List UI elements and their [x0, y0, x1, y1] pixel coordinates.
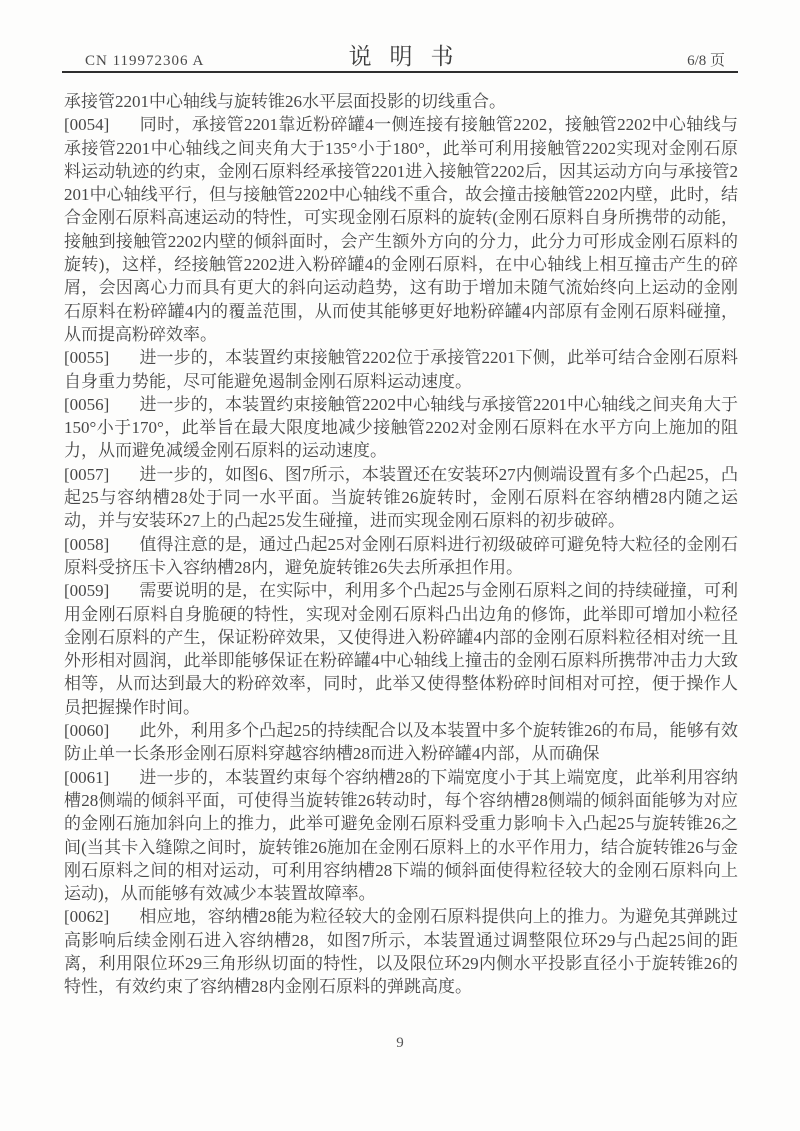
paragraph-number: [0056] — [64, 394, 110, 414]
paragraph-number: [0054] — [64, 115, 110, 135]
paragraph — [64, 533, 738, 580]
paragraph-number: [0062] — [64, 907, 110, 927]
paragraph — [64, 766, 738, 906]
paragraph-number: [0057] — [64, 464, 110, 484]
paragraph-number: [0059] — [64, 581, 110, 601]
paragraph-text: 相应地，容纳槽28能为粒径较大的金刚石原料提供向上的推力。为避免其弹跳过高影响后续金刚石进入容纳槽28，如图7所示，本装置通过调整限位环29与凸起25间的距离，利用限位环29三角形纵切面的特性，以及限位环29内侧水平投影直径小于旋转锥26的特性，有效约束了容纳槽28内金刚石原料的弹跳高度。 — [64, 907, 738, 997]
paragraph-number: [0058] — [64, 534, 110, 554]
paragraph — [64, 393, 738, 463]
paragraph — [64, 463, 738, 533]
paragraph — [64, 346, 738, 393]
paragraph-text: 进一步的，本装置约束接触管2202中心轴线与承接管2201中心轴线之间夹角大于150°小于170°，此举旨在最大限度地减少接触管2202对金刚石原料在水平方向上施加的阻力，从而避免减缓金刚石原料的运动速度。 — [64, 394, 738, 461]
page-number: 9 — [396, 1035, 404, 1051]
paragraph-number: [0061] — [64, 767, 110, 787]
header-divider — [62, 71, 738, 73]
paragraph-text: 需要说明的是，在实际中，利用多个凸起25与金刚石原料之间的持续碰撞，可利用金刚石原料自身脆硬的特性，实现对金刚石原料凸出边角的修饰，此举即可增加小粒径金刚石原料的产生，保证粉碎效果，又使得进入粉碎罐4内部的金刚石原料粒径相对统一且外形相对圆润，此举即能够保证在粉碎罐4中心轴线上撞击的金刚石原料所携带冲击力大致相等，从而达到最大的粉碎效率，同时，此举又使得整体粉碎时间相对可控，便于操作人员把握操作时间。 — [64, 581, 738, 717]
paragraph-text: 进一步的，如图6、图7所示，本装置还在安装环27内侧端设置有多个凸起25，凸起25与容纳槽28处于同一水平面。当旋转锥26旋转时，金刚石原料在容纳槽28内随之运动，并与安装环27上的凸起25发生碰撞，进而实现金刚石原料的初步破碎。 — [64, 464, 738, 531]
page-header — [62, 38, 740, 71]
specification-body — [64, 90, 738, 999]
paragraph-text: 进一步的，本装置约束接触管2202位于承接管2201下侧，此举可结合金刚石原料自身重力势能，尽可能避免遏制金刚石原料运动速度。 — [64, 348, 738, 391]
document-number: CN 119972306 A — [85, 53, 205, 69]
paragraph — [64, 90, 738, 113]
paragraph — [64, 113, 738, 346]
paragraph-text: 同时，承接管2201靠近粉碎罐4一侧连接有接触管2202，接触管2202中心轴线与承接管2201中心轴线之间夹角大于135°小于180°，此举可利用接触管2202实现对金刚石原料运动轨迹的约束，金刚石原料经承接管2201进入接触管2202后，因其运动方向与承接管2201中心轴线平行，但与接触管2202中心轴线不重合，故会撞击接触管2202内壁，此时，结合金刚石原料高速运动的特性，可实现金刚石原料的旋转(金刚石原料自身所携带的动能，接触到接触管2202内壁的倾斜面时，会产生额外方向的分力，此分力可形成金刚石原料的旋转)，这样，经接触管2202进入粉碎罐4的金刚石原料，在中心轴线上相互撞击产生的碎屑，会因离心力而具有更大的斜向运动趋势，这有助于增加未随气流始终向上运动的金刚石原料在粉碎罐4内的覆盖范围，从而使其能够更好地粉碎罐4内部原有金刚石原料碰撞，从而提高粉碎效率。 — [64, 115, 738, 344]
paragraph — [64, 579, 738, 719]
paragraph-text: 此外，利用多个凸起25的持续配合以及本装置中多个旋转锥26的布局，能够有效防止单一长条形金刚石原料穿越容纳槽28而进入粉碎罐4内部，从而确保 — [64, 721, 738, 764]
document-title: 说明书 — [348, 44, 472, 69]
page-footer — [0, 1035, 800, 1052]
paragraph-number: [0060] — [64, 721, 110, 741]
paragraph-number: [0055] — [64, 348, 110, 368]
paragraph-text: 值得注意的是，通过凸起25对金刚石原料进行初级破碎可避免特大粒径的金刚石原料受挤压卡入容纳槽28内，避免旋转锥26失去所承担作用。 — [64, 534, 738, 577]
paragraph — [64, 719, 738, 766]
paragraph-text: 进一步的，本装置约束每个容纳槽28的下端宽度小于其上端宽度，此举利用容纳槽28侧端的倾斜平面，可使得当旋转锥26转动时，每个容纳槽28侧端的倾斜面能够为对应的金刚石施加斜向上的推力，此举可避免金刚石原料受重力影响卡入凸起25与旋转锥26之间(当其卡入缝隙之间时，旋转锥26施加在金刚石原料上的水平作用力，结合旋转锥26与金刚石原料之间的相对运动，可利用容纳槽28下端的倾斜面使得粒径较大的金刚石原料向上运动)，从而能够有效减少本装置故障率。 — [64, 767, 738, 904]
paragraph-text: 承接管2201中心轴线与旋转锥26水平层面投影的切线重合。 — [64, 92, 506, 111]
paragraph — [64, 905, 738, 998]
page-indicator: 6/8 页 — [687, 53, 725, 69]
